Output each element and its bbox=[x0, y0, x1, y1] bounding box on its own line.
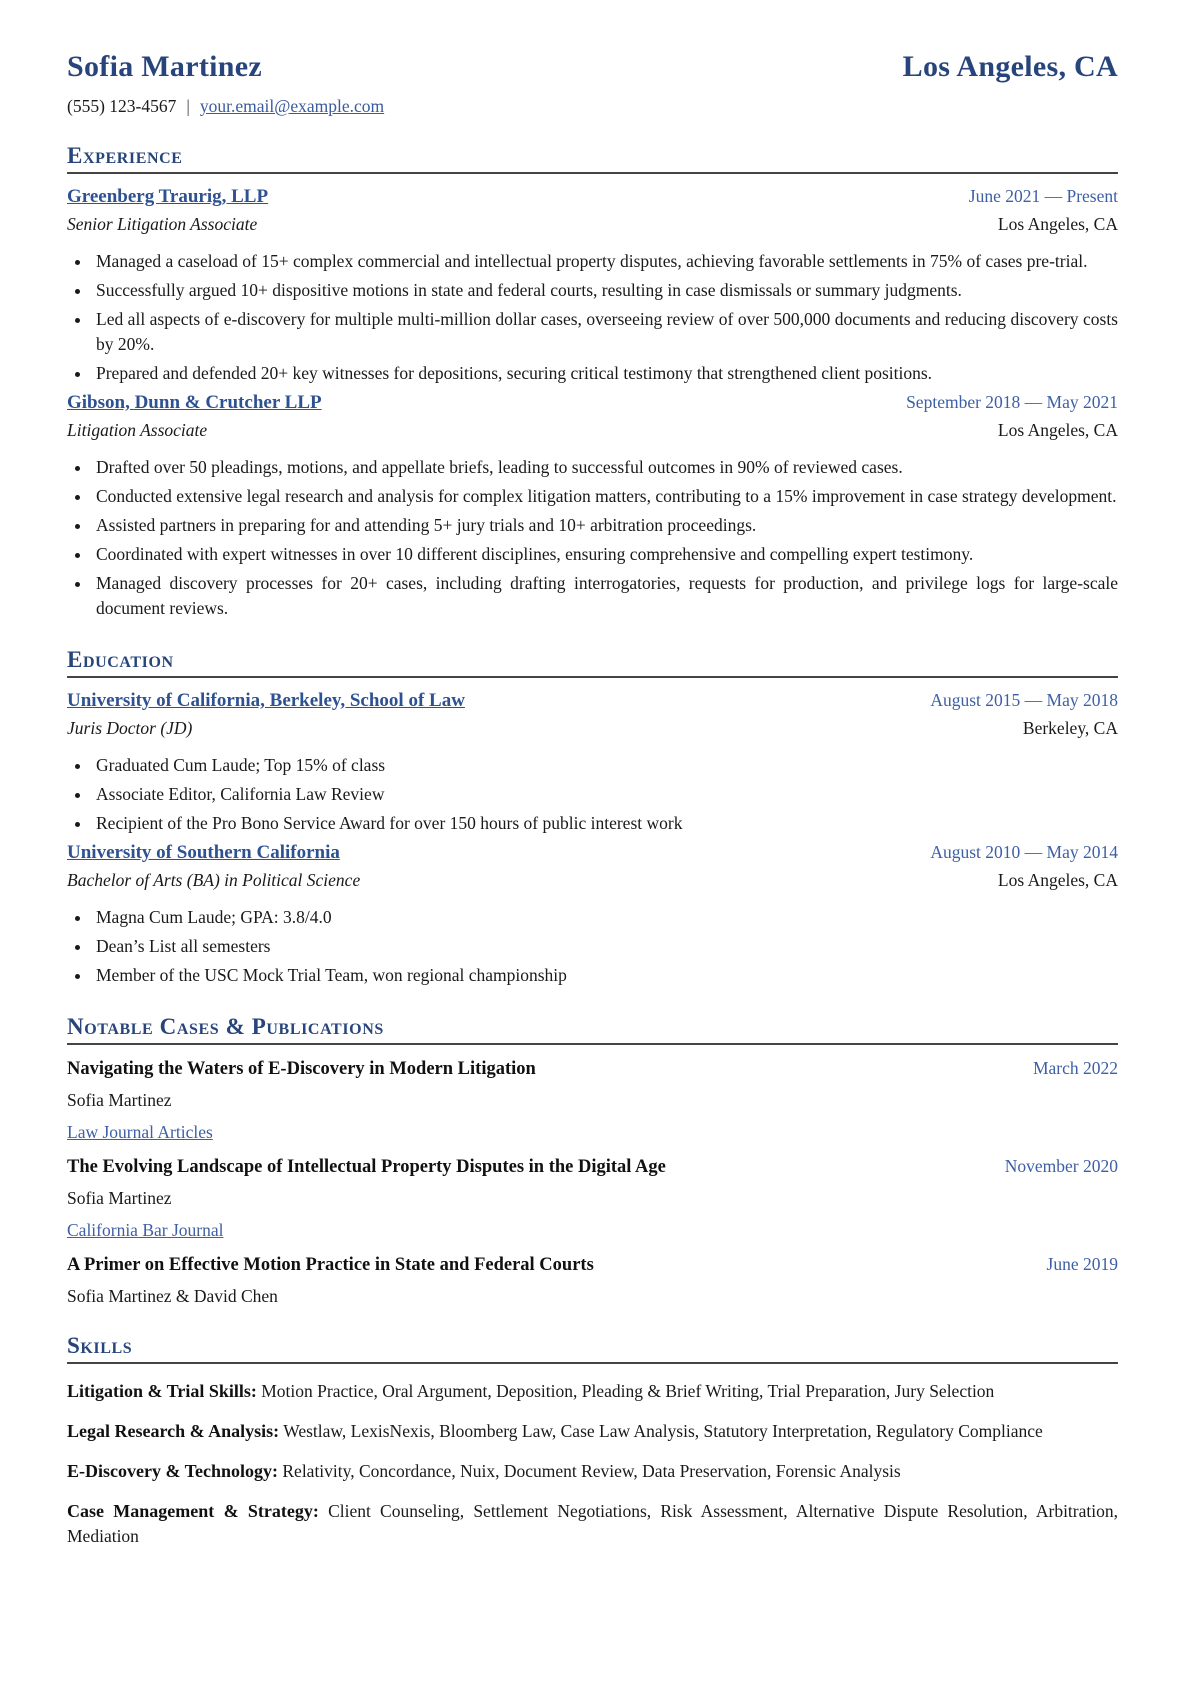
education-entry bbox=[67, 690, 1118, 836]
degree: Bachelor of Arts (BA) in Political Science bbox=[67, 870, 361, 890]
contact-line bbox=[67, 96, 1118, 117]
section-title-publications: Notable Cases & Publications bbox=[67, 1014, 1118, 1045]
section-education bbox=[67, 647, 1118, 988]
experience-entry bbox=[67, 186, 1118, 386]
entry-dates: August 2010 — May 2014 bbox=[930, 842, 1118, 862]
skill-category-label: E-Discovery & Technology: bbox=[67, 1461, 278, 1481]
publication-entry bbox=[67, 1254, 1118, 1307]
education-bullet: • Associate Editor, California Law Review bbox=[92, 782, 1118, 807]
person-name: Sofia Martinez bbox=[67, 50, 262, 83]
journal-link[interactable]: Law Journal Articles bbox=[67, 1122, 213, 1142]
skill-items: Westlaw, LexisNexis, Bloomberg Law, Case Law Analysis, Statutory Interpretation, Regulatory Compliance bbox=[283, 1421, 1043, 1441]
section-title-skills: Skills bbox=[67, 1333, 1118, 1364]
company-link[interactable]: Gibson, Dunn & Crutcher LLP bbox=[67, 392, 322, 413]
phone-number: (555) 123-4567 bbox=[67, 96, 177, 116]
job-bullet: • Drafted over 50 pleadings, motions, and appellate briefs, leading to successful outcomes in 90% of reviewed cases. bbox=[92, 455, 1118, 480]
education-bullet-list bbox=[67, 905, 1118, 988]
job-bullet: • Led all aspects of e-discovery for multiple multi-million dollar cases, overseeing review of over 500,000 documents and reducing discovery costs by 20%. bbox=[92, 307, 1118, 357]
section-title-education: Education bbox=[67, 647, 1118, 678]
publication-authors: Sofia Martinez bbox=[67, 1188, 172, 1208]
job-bullet: • Conducted extensive legal research and analysis for complex litigation matters, contributing to a 15% improvement in case strategy development. bbox=[92, 484, 1118, 509]
job-bullet: • Prepared and defended 20+ key witnesses for depositions, securing critical testimony that strengthened client positions. bbox=[92, 361, 1118, 386]
school-link[interactable]: University of Southern California bbox=[67, 842, 340, 863]
education-bullet: • Graduated Cum Laude; Top 15% of class bbox=[92, 753, 1118, 778]
publication-entry bbox=[67, 1156, 1118, 1241]
skill-line bbox=[67, 1499, 1118, 1549]
publication-authors: Sofia Martinez & David Chen bbox=[67, 1286, 278, 1306]
skill-category-label: Legal Research & Analysis: bbox=[67, 1421, 280, 1441]
publication-date: June 2019 bbox=[1046, 1254, 1118, 1274]
degree: Juris Doctor (JD) bbox=[67, 718, 193, 738]
job-title: Senior Litigation Associate bbox=[67, 214, 258, 234]
entry-dates: August 2015 — May 2018 bbox=[930, 690, 1118, 710]
section-publications bbox=[67, 1014, 1118, 1307]
job-bullet: • Assisted partners in preparing for and attending 5+ jury trials and 10+ arbitration proceedings. bbox=[92, 513, 1118, 538]
section-experience bbox=[67, 143, 1118, 621]
entry-dates: September 2018 — May 2021 bbox=[906, 392, 1118, 412]
publication-date: March 2022 bbox=[1032, 1058, 1118, 1078]
journal-link[interactable]: California Bar Journal bbox=[67, 1220, 224, 1240]
entry-dates: June 2021 — Present bbox=[968, 186, 1118, 206]
skill-category-label: Litigation & Trial Skills: bbox=[67, 1381, 257, 1401]
publication-title: Navigating the Waters of E-Discovery in Modern Litigation bbox=[67, 1059, 536, 1079]
header bbox=[67, 50, 1118, 84]
job-bullet: • Coordinated with expert witnesses in over 10 different disciplines, ensuring comprehensive and compelling expert testimony. bbox=[92, 542, 1118, 567]
contact-separator: | bbox=[186, 96, 190, 116]
skill-items: Motion Practice, Oral Argument, Deposition, Pleading & Brief Writing, Trial Preparation, Jury Selection bbox=[261, 1381, 995, 1401]
school-link[interactable]: University of California, Berkeley, School of Law bbox=[67, 690, 465, 711]
job-bullet: • Managed discovery processes for 20+ cases, including drafting interrogatories, requests for production, and privilege logs for large-scale document reviews. bbox=[92, 571, 1118, 621]
section-skills bbox=[67, 1333, 1118, 1549]
education-entry bbox=[67, 842, 1118, 988]
skill-items: Client Counseling, Settlement Negotiations, Risk Assessment, Alternative Dispute Resolution, Arbitration, Mediation bbox=[67, 1501, 1118, 1546]
school-location: Berkeley, CA bbox=[1022, 718, 1118, 738]
education-bullet: • Magna Cum Laude; GPA: 3.8/4.0 bbox=[92, 905, 1118, 930]
header-location: Los Angeles, CA bbox=[902, 50, 1118, 83]
email-link[interactable]: your.email@example.com bbox=[199, 96, 385, 116]
job-bullet-list bbox=[67, 249, 1118, 386]
skill-line bbox=[67, 1459, 1118, 1484]
job-location: Los Angeles, CA bbox=[997, 420, 1118, 440]
publication-title: A Primer on Effective Motion Practice in State and Federal Courts bbox=[67, 1255, 594, 1275]
publication-authors: Sofia Martinez bbox=[67, 1090, 172, 1110]
skill-line bbox=[67, 1419, 1118, 1444]
school-location: Los Angeles, CA bbox=[997, 870, 1118, 890]
education-bullet: • Member of the USC Mock Trial Team, won regional championship bbox=[92, 963, 1118, 988]
experience-entry bbox=[67, 392, 1118, 621]
job-bullet: • Managed a caseload of 15+ complex commercial and intellectual property disputes, achieving favorable settlements in 75% of cases pre-trial. bbox=[92, 249, 1118, 274]
publication-entry bbox=[67, 1058, 1118, 1143]
job-bullet-list bbox=[67, 455, 1118, 621]
skill-category-label: Case Management & Strategy: bbox=[67, 1501, 319, 1521]
skill-line bbox=[67, 1379, 1118, 1404]
job-title: Litigation Associate bbox=[67, 420, 208, 440]
section-title-experience: Experience bbox=[67, 143, 1118, 174]
publication-title: The Evolving Landscape of Intellectual Property Disputes in the Digital Age bbox=[67, 1157, 666, 1177]
skill-items: Relativity, Concordance, Nuix, Document Review, Data Preservation, Forensic Analysis bbox=[282, 1461, 901, 1481]
publication-date: November 2020 bbox=[1004, 1156, 1118, 1176]
job-location: Los Angeles, CA bbox=[997, 214, 1118, 234]
education-bullet: • Recipient of the Pro Bono Service Award for over 150 hours of public interest work bbox=[92, 811, 1118, 836]
company-link[interactable]: Greenberg Traurig, LLP bbox=[67, 186, 269, 207]
job-bullet: • Successfully argued 10+ dispositive motions in state and federal courts, resulting in case dismissals or summary judgments. bbox=[92, 278, 1118, 303]
education-bullet: • Dean’s List all semesters bbox=[92, 934, 1118, 959]
education-bullet-list bbox=[67, 753, 1118, 836]
